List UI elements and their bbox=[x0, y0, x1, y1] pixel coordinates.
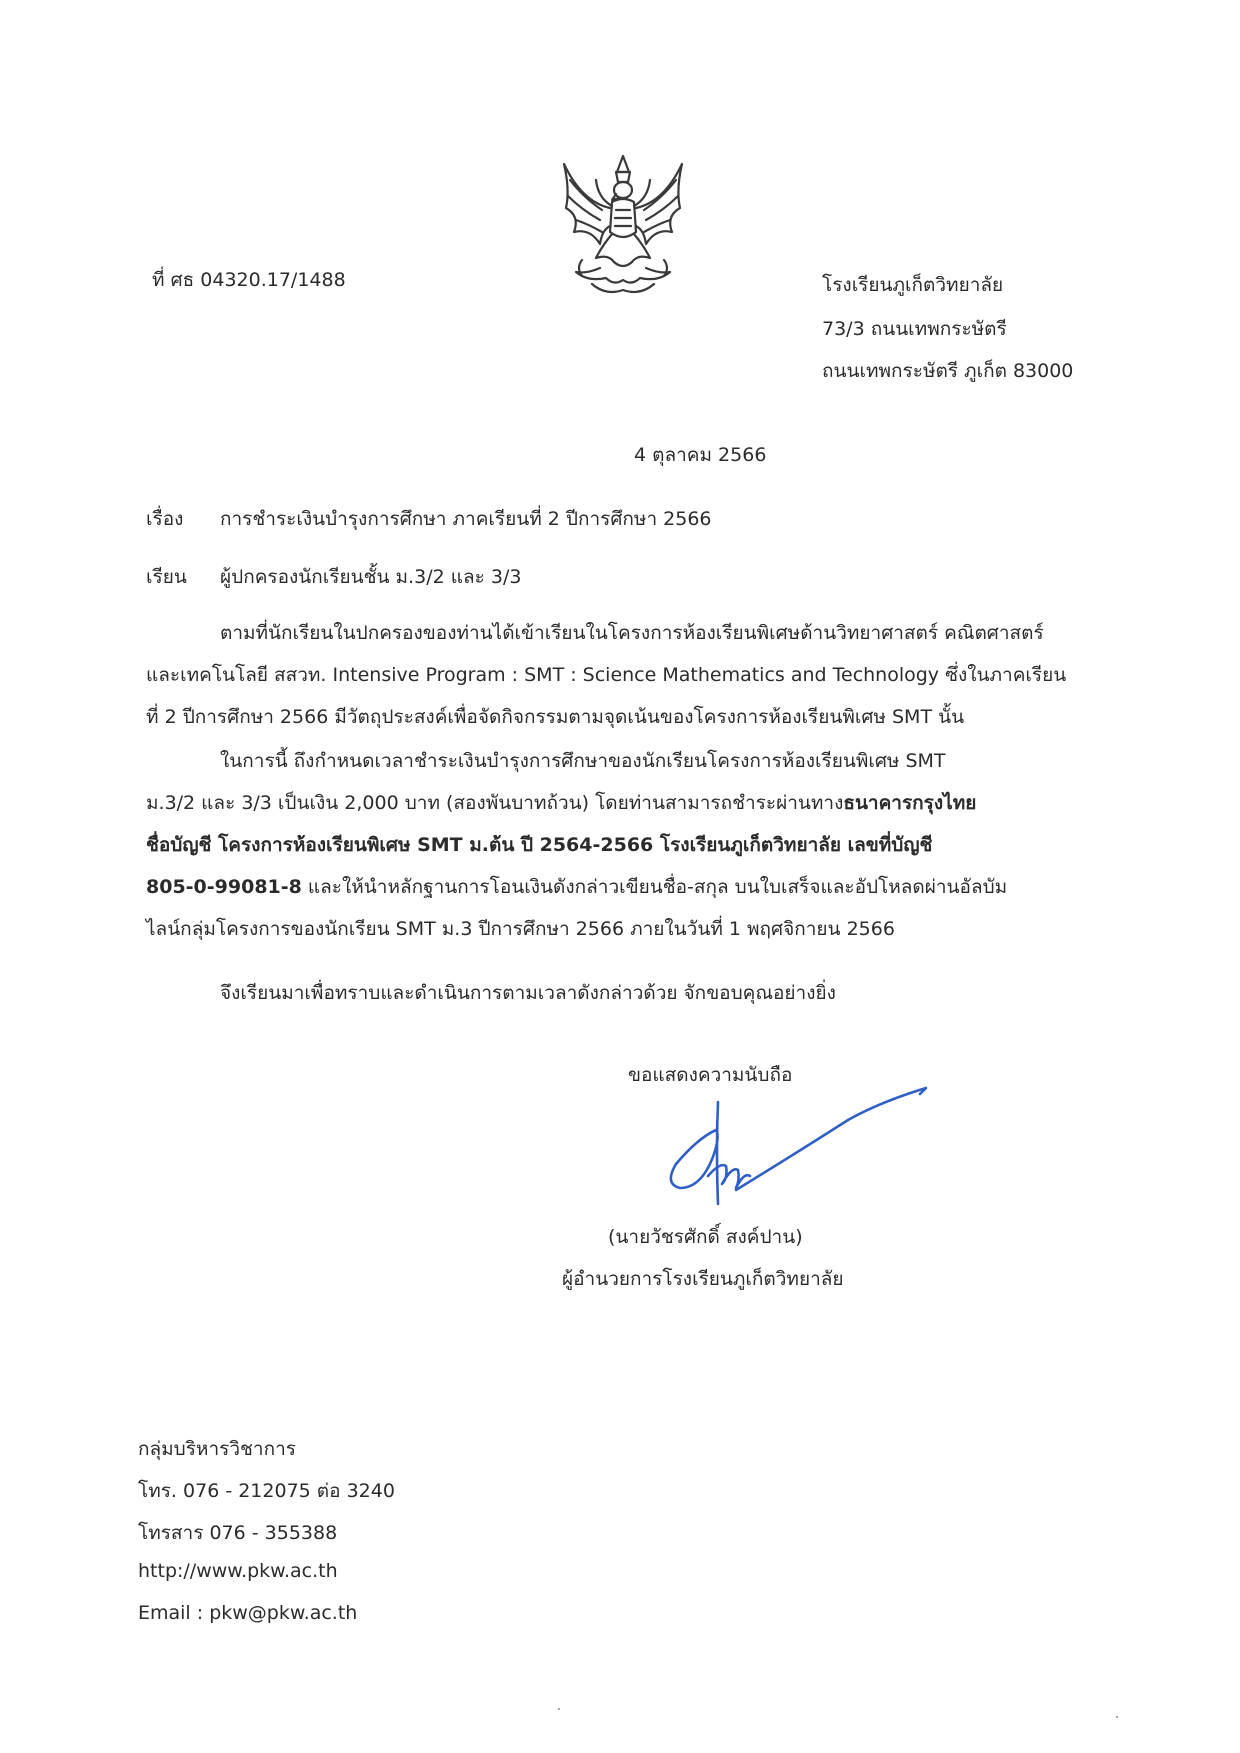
account-name: ชื่อบัญชี โครงการห้องเรียนพิเศษ SMT ม.ต้น ปี 2564-2566 โรงเรียนภูเก็ตวิทยาลัย เลขที่บัญชี bbox=[146, 834, 933, 856]
bank-name: ธนาคารกรุงไทย bbox=[843, 792, 977, 814]
account-number: 805-0-99081-8 bbox=[146, 876, 302, 898]
body-paragraph-3: จึงเรียนมาเพื่อทราบและดำเนินการตามเวลาดังกล่าวด้วย จักขอบคุณอย่างยิ่ง bbox=[220, 982, 836, 1004]
paragraph-line bbox=[146, 866, 1086, 908]
city-postcode: ถนนเทพกระษัตรี ภูเก็ต 83000 bbox=[822, 360, 1074, 382]
scan-speck bbox=[558, 1708, 560, 1710]
signatory-position: ผู้อำนวยการโรงเรียนภูเก็ตวิทยาลัย bbox=[562, 1268, 844, 1290]
paragraph-line: และเทคโนโลยี สสวท. Intensive Program : SMT : Science Mathematics and Technology ซึ่งในภาคเรียน bbox=[146, 664, 1067, 686]
paragraph-line: ที่ 2 ปีการศึกษา 2566 มีวัตถุประสงค์เพื่อจัดกิจกรรมตามจุดเน้นของโครงการห้องเรียนพิเศษ SMT นั้น bbox=[146, 706, 965, 728]
closing-regards: ขอแสดงความนับถือ bbox=[628, 1064, 793, 1086]
letter-date: 4 ตุลาคม 2566 bbox=[634, 444, 767, 466]
school-name: โรงเรียนภูเก็ตวิทยาลัย bbox=[822, 274, 1004, 296]
fax-number: โทรสาร 076 - 355388 bbox=[138, 1522, 338, 1544]
subject-label: เรื่อง bbox=[146, 508, 184, 530]
email-address[interactable]: Email : pkw@pkw.ac.th bbox=[138, 1602, 358, 1624]
handwritten-signature-icon bbox=[658, 1080, 938, 1210]
department-name: กลุ่มบริหารวิชาการ bbox=[138, 1438, 296, 1460]
recipient-label: เรียน bbox=[146, 566, 187, 588]
body-paragraph-1 bbox=[146, 612, 1086, 738]
signatory-name: (นายวัชรศักดิ์ สงค์ปาน) bbox=[608, 1226, 803, 1248]
body-paragraph-2 bbox=[146, 740, 1086, 950]
upload-instruction: และให้นำหลักฐานการโอนเงินดังกล่าวเขียนชื่อ-สกุล บนใบเสร็จและอัปโหลดผ่านอัลบัม bbox=[301, 876, 1008, 898]
garuda-emblem-icon bbox=[556, 150, 690, 300]
phone-number: โทร. 076 - 212075 ต่อ 3240 bbox=[138, 1480, 395, 1502]
payment-text: ม.3/2 และ 3/3 เป็นเงิน 2,000 บาท (สองพันบาทถ้วน) โดยท่านสามารถชำระผ่านทาง bbox=[146, 792, 844, 814]
subject-text: การชำระเงินบำรุงการศึกษา ภาคเรียนที่ 2 ปีการศึกษา 2566 bbox=[220, 508, 712, 530]
recipient-text: ผู้ปกครองนักเรียนชั้น ม.3/2 และ 3/3 bbox=[220, 566, 522, 588]
paragraph-line: ไลน์กลุ่มโครงการของนักเรียน SMT ม.3 ปีการศึกษา 2566 ภายในวันที่ 1 พฤศจิกายน 2566 bbox=[146, 918, 895, 940]
paragraph-line: ในการนี้ ถึงกำหนดเวลาชำระเงินบำรุงการศึกษาของนักเรียนโครงการห้องเรียนพิเศษ SMT bbox=[220, 750, 946, 772]
street-address: 73/3 ถนนเทพกระษัตรี bbox=[822, 318, 1007, 340]
reference-number: ที่ ศธ 04320.17/1488 bbox=[152, 269, 346, 291]
paragraph-line bbox=[146, 782, 1086, 824]
scan-speck bbox=[1116, 1716, 1118, 1718]
website-link[interactable]: http://www.pkw.ac.th bbox=[138, 1560, 338, 1582]
paragraph-line: ตามที่นักเรียนในปกครองของท่านได้เข้าเรียนในโครงการห้องเรียนพิเศษด้านวิทยาศาสตร์ คณิตศาสตร์ bbox=[220, 622, 1044, 644]
